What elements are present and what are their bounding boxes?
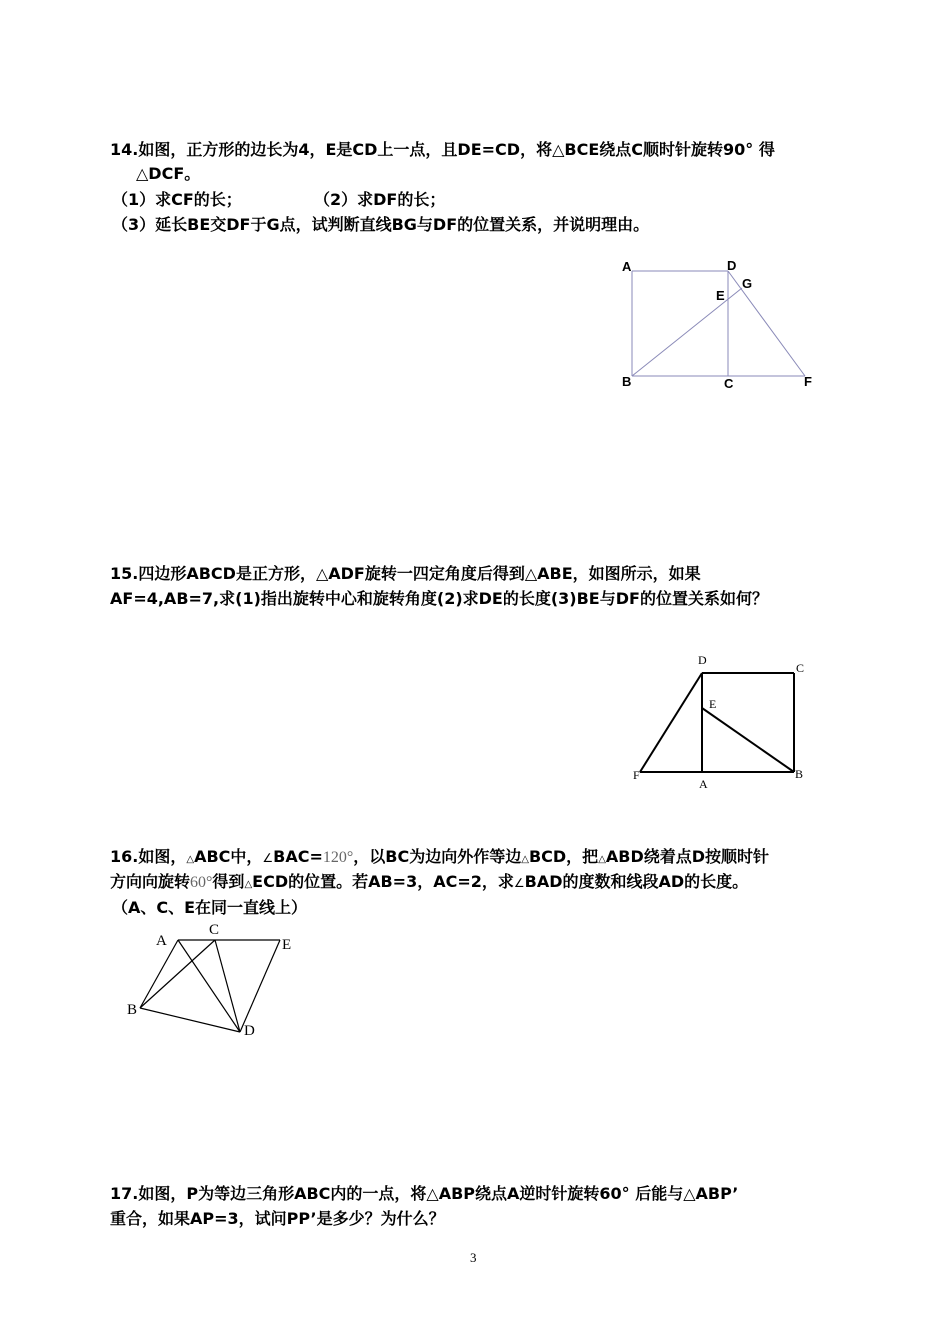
q16-figure xyxy=(120,915,310,1045)
q16-label-E: E xyxy=(282,937,292,953)
q17-line2: 重合，如果AP=3，试问PP’是多少？为什么？ xyxy=(110,1209,445,1228)
q15-edge-EB xyxy=(702,708,794,772)
q16-text: 16.如图， xyxy=(110,847,187,866)
q14-part2: （2）求DF的长； xyxy=(314,190,446,209)
q16-text: BAC= xyxy=(273,847,323,866)
q16-edge-ED xyxy=(240,940,280,1032)
q16-line1 xyxy=(110,846,769,871)
q16-text: 方向向旋转 xyxy=(110,872,191,891)
q17-line1: 17.如图，P为等边三角形ABC内的一点，将△ABP绕点A逆时针旋转60° 后能与△ABP’ xyxy=(110,1184,739,1203)
q16-text: 得到 xyxy=(212,872,245,891)
q14-label-F: F xyxy=(804,374,812,389)
q14-label-A: A xyxy=(622,259,632,274)
q16-line3: （A、C、E在同一直线上） xyxy=(112,898,308,917)
q14-label-B: B xyxy=(622,374,632,389)
q16-edge-CB xyxy=(140,940,215,1008)
q14-edge-DF xyxy=(728,271,805,376)
q16-edge-CD xyxy=(215,940,240,1032)
q16-line2 xyxy=(110,871,748,896)
q16-text: BAD的度数和线段AD的长度。 xyxy=(524,872,749,891)
q16-text: ABD绕着点D按顺时针 xyxy=(605,847,770,866)
q16-label-A: A xyxy=(156,933,167,949)
angle-symbol: ∠ xyxy=(513,876,525,890)
q14-part3: （3）延长BE交DF于G点，试判断直线BG与DF的位置关系，并说明理由。 xyxy=(112,215,650,234)
q14-figure xyxy=(600,250,840,400)
q16-edge-AD xyxy=(178,940,240,1032)
q15-label-A: A xyxy=(699,777,708,791)
q15-label-F: F xyxy=(633,768,640,782)
q16-label-D: D xyxy=(244,1023,255,1039)
q16-text: ECD的位置。若AB=3，AC=2，求 xyxy=(252,872,514,891)
q15-label-C: C xyxy=(796,661,805,675)
q14-edge-BG xyxy=(632,288,742,376)
q14-line1: 14.如图，正方形的边长为4，E是CD上一点，且DE=CD，将△BCE绕点C顺时针旋转90° 得 xyxy=(110,140,775,159)
q16-text: BCD，把 xyxy=(528,847,599,866)
q16-text: ABC中， xyxy=(194,847,263,866)
q15-figure xyxy=(625,650,825,800)
q15-label-E: E xyxy=(709,697,717,711)
q14-label-E: E xyxy=(716,288,725,303)
q16-angle-value: 120° xyxy=(322,849,354,866)
q15-edge-FD xyxy=(640,673,702,772)
q16-label-C: C xyxy=(209,922,220,938)
page-number: 3 xyxy=(470,1250,477,1265)
triangle-symbol: △ xyxy=(186,854,195,865)
q14-label-G: G xyxy=(742,276,753,291)
q15-line2: AF=4,AB=7,求(1)指出旋转中心和旋转角度(2)求DE的长度(3)BE与DF的位置关系如何？ xyxy=(110,589,768,608)
q14-line2: △DCF。 xyxy=(136,164,201,183)
triangle-symbol: △ xyxy=(521,854,529,865)
q15-line1: 15.四边形ABCD是正方形，△ADF旋转一四定角度后得到△ABE，如图所示，如果 xyxy=(110,564,701,583)
q15-label-B: B xyxy=(795,767,804,781)
q14-label-D: D xyxy=(727,258,737,273)
q16-rotation-value: 60° xyxy=(190,874,213,891)
q15-label-D: D xyxy=(698,653,707,667)
q16-edge-AB xyxy=(140,940,178,1008)
triangle-symbol: △ xyxy=(244,879,253,890)
q14-part1: （1）求CF的长； xyxy=(112,190,242,209)
q16-edge-BD xyxy=(140,1008,240,1032)
triangle-symbol: △ xyxy=(598,854,606,865)
q16-text: ，以BC为边向外作等边 xyxy=(353,847,522,866)
q14-label-C: C xyxy=(724,376,734,391)
q16-label-B: B xyxy=(127,1002,138,1018)
angle-symbol: ∠ xyxy=(262,851,274,865)
